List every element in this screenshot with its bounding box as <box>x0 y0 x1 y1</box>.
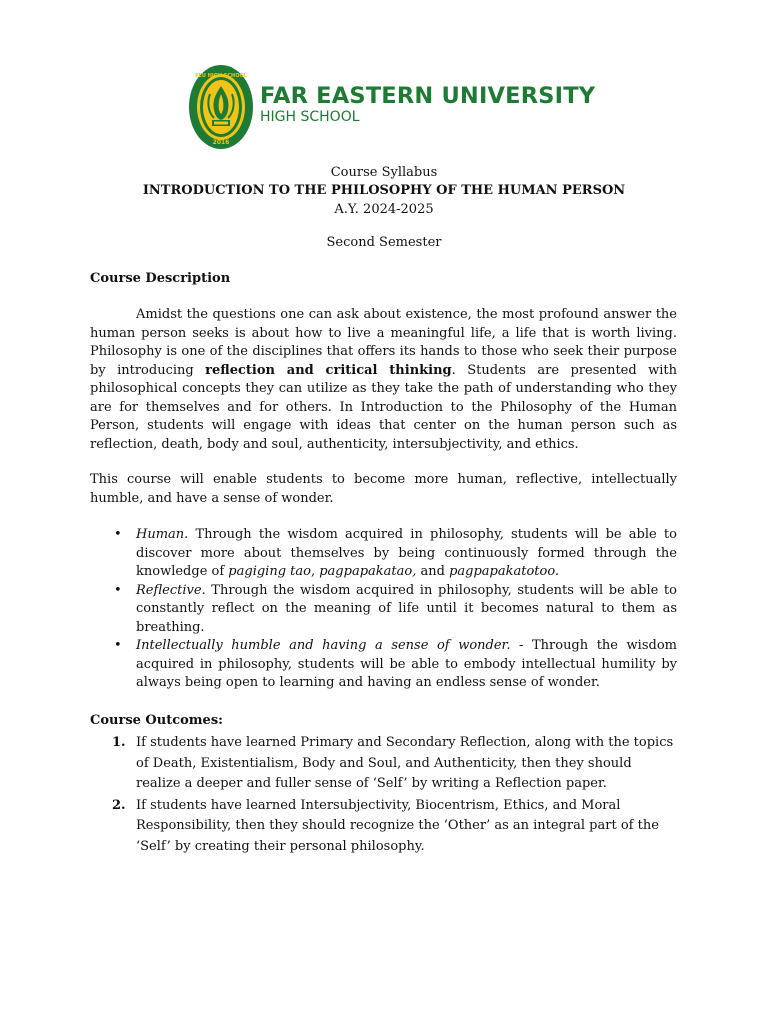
outcome-text: If students have learned Primary and Secondary Reflection, along with the topics of Death, Existentialism, Body and Soul, and Authenticity, then they should realize a deeper and fuller sense of ‘Self’ by writing a Reflection paper. <box>136 735 674 791</box>
list-item <box>90 637 677 693</box>
separator: and <box>416 564 450 579</box>
outcome-number: 1. <box>112 735 126 750</box>
list-item <box>90 582 677 638</box>
description-paragraph-1 <box>90 306 677 454</box>
semester: Second Semester <box>326 235 442 250</box>
course-description-heading: Course Description <box>90 271 231 286</box>
bullet-icon: • <box>114 582 122 598</box>
svg-text:FEU HIGH SCHOOL: FEU HIGH SCHOOL <box>195 73 247 79</box>
list-item <box>90 526 677 582</box>
university-logo <box>188 64 596 152</box>
separator: , <box>310 564 320 579</box>
goal-term: pagpapakatao, <box>319 564 417 579</box>
outcome-number: 2. <box>112 797 126 813</box>
outcomes-list <box>90 733 677 858</box>
description-paragraph-2: This course will enable students to become more human, reflective, intellectually humble, and have a sense of wonder. <box>90 472 677 506</box>
doc-type: Course Syllabus <box>330 165 438 180</box>
goal-text: - Through the wisdom acquired in philosophy, students will be able to embody intellectual humility by always being open to learning and having an endless sense of wonder. <box>136 638 677 690</box>
academic-year: A.Y. 2024-2025 <box>334 202 434 217</box>
course-outcomes-heading: Course Outcomes: <box>90 713 223 728</box>
bullet-icon: • <box>114 527 122 542</box>
logo-wordmark <box>260 84 595 125</box>
goal-term: pagpapakatotoo. <box>449 564 560 579</box>
university-name: FAR EASTERN UNIVERSITY <box>260 83 596 109</box>
description-emphasis: reflection and critical thinking <box>205 362 452 378</box>
course-title: INTRODUCTION TO THE PHILOSOPHY OF THE HUMAN PERSON <box>142 183 626 198</box>
goal-text: Through the wisdom acquired in philosophy, students will be able to discover more about themselves by being continuously formed through the knowledge of <box>136 527 677 579</box>
goal-label: Reflective. <box>136 582 206 598</box>
outcome-text: If students have learned Intersubjectivity, Biocentrism, Ethics, and Moral Responsibility, then they should recognize the ‘Other’ as an integral part of the ‘Self’ by creating their personal philosophy. <box>136 797 659 854</box>
school-name: HIGH SCHOOL <box>260 109 360 125</box>
goal-label: Intellectually humble and having a sense of wonder. <box>136 638 511 653</box>
goals-list <box>90 526 677 693</box>
bullet-icon: • <box>114 638 122 653</box>
list-item <box>90 733 677 795</box>
svg-text:2016: 2016 <box>212 139 230 146</box>
list-item <box>90 796 677 858</box>
goal-label: Human. <box>136 527 189 542</box>
goal-text: Through the wisdom acquired in philosophy, students will be able to constantly reflect on the meaning of life until it becomes natural to them as breathing. <box>136 582 677 635</box>
description-text-a: Amidst the questions one can ask about existence, the most profound answer the human person seeks is about how to live a meaningful life, a life that is worth living. Philosophy is one of the disciplines that offers its hands to those who seek their purpose by introducing <box>90 307 677 378</box>
description-text-b: . Students are presented with philosophical concepts they can utilize as they take the path of understanding who they are for themselves and for others. In Introduction to the Philosophy of the Human Person, students will engage with ideas that center on the human person such as reflection, death, body and soul, authenticity, intersubjectivity, and ethics. <box>90 362 677 452</box>
goal-term: pagiging tao <box>228 564 311 579</box>
school-seal-icon <box>188 64 254 150</box>
